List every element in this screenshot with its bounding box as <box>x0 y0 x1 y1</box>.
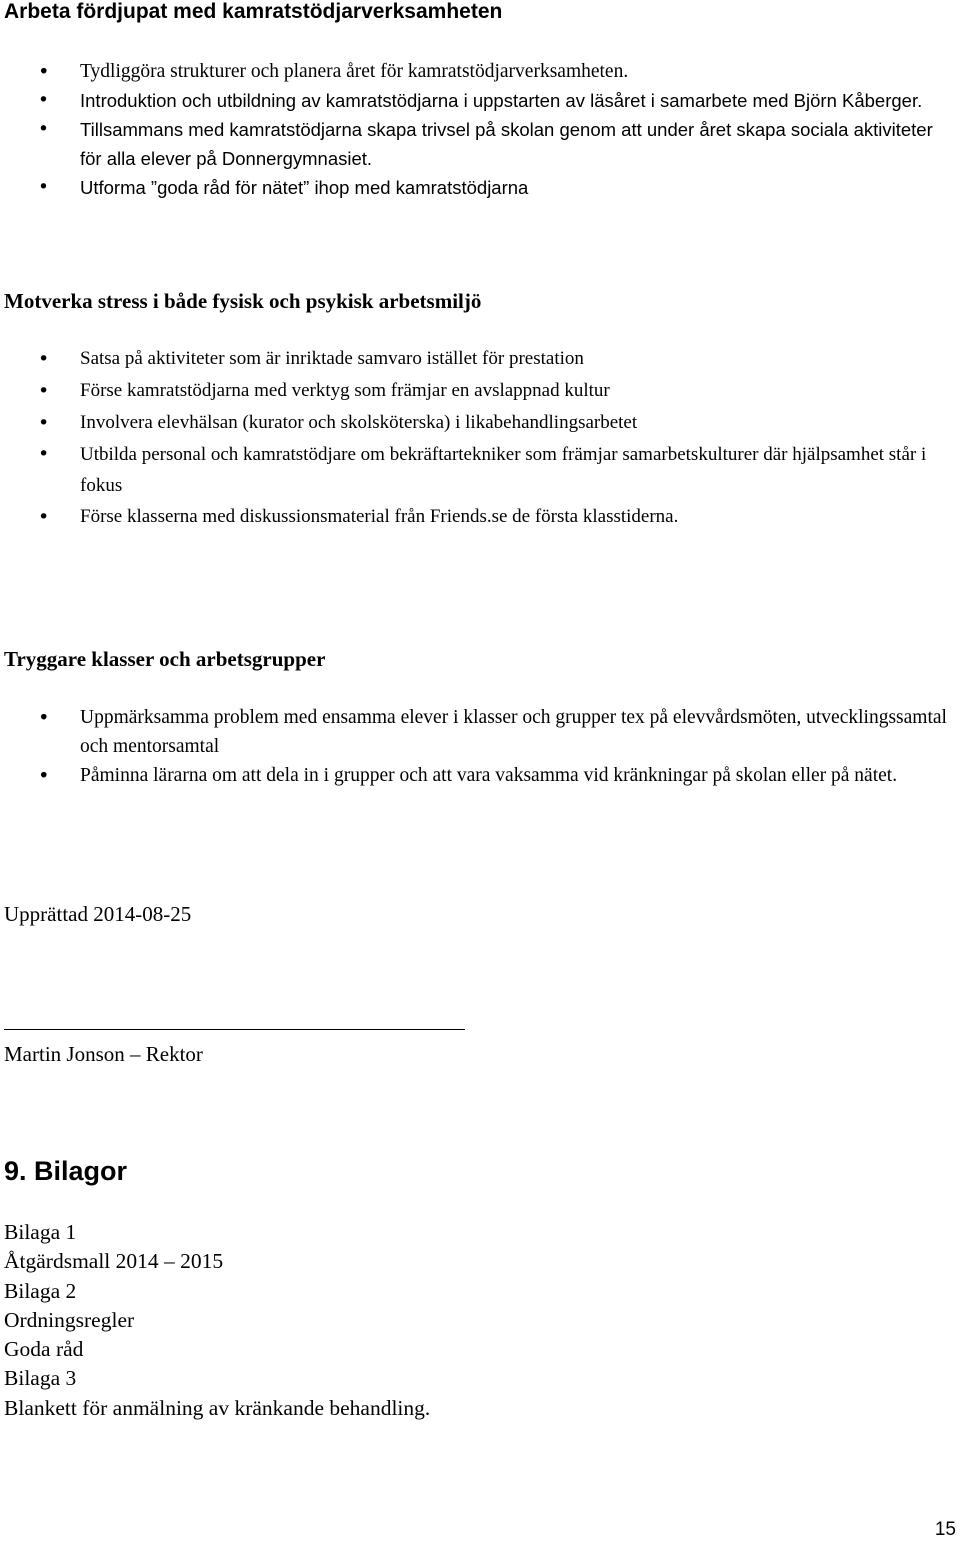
list-item: Ordningsregler <box>4 1307 135 1332</box>
page-number: 15 <box>934 1519 956 1540</box>
list-item: • Påminna lärarna om att dela in i grupper och att vara vaksamma vid kränkningar på skolan eller på nätet. <box>0 761 958 790</box>
signature-line <box>4 1029 465 1030</box>
stress-list <box>0 343 958 533</box>
list-item: Blankett för anmälning av kränkande behandling. <box>4 1395 431 1420</box>
list-item: Bilaga 3 <box>4 1366 77 1391</box>
section-heading-stress: Motverka stress i både fysisk och psykisk arbetsmiljö <box>4 289 482 313</box>
peer-support-list <box>0 57 958 202</box>
section-heading-peer-support: Arbeta fördjupat med kamratstödjarverksamheten <box>4 0 503 23</box>
list-item: • Utforma ”goda råd för nätet” ihop med kamratstödjarna <box>0 173 958 202</box>
list-item: • Förse kamratstödjarna med verktyg som främjar en avslappnad kultur <box>0 375 958 407</box>
list-item: Åtgärdsmall 2014 – 2015 <box>4 1249 224 1274</box>
signature-name: Martin Jonson – Rektor <box>4 1042 203 1066</box>
attachments-list <box>4 1218 430 1423</box>
list-item: • Satsa på aktiviteter som är inriktade samvaro istället för prestation <box>0 343 958 375</box>
section-heading-safer-classes: Tryggare klasser och arbetsgrupper <box>4 647 326 671</box>
list-item: • Introduktion och utbildning av kamratstödjarna i uppstarten av läsåret i samarbete med Björn Kåberger. <box>0 86 958 115</box>
list-item: • Involvera elevhälsan (kurator och skolsköterska) i likabehandlingsarbetet <box>0 407 958 439</box>
established-date: Upprättad 2014-08-25 <box>4 902 192 926</box>
list-item: Goda råd <box>4 1337 84 1362</box>
list-item: • Förse klasserna med diskussionsmaterial från Friends.se de första klasstiderna. <box>0 501 958 533</box>
list-item: • Tillsammans med kamratstödjarna skapa trivsel på skolan genom att under året skapa sociala aktiviteter för alla elever på Donnergymnasiet. <box>0 115 958 173</box>
list-item: Bilaga 1 <box>4 1220 77 1244</box>
list-item: Bilaga 2 <box>4 1278 77 1303</box>
list-item: • Uppmärksamma problem med ensamma elever i klasser och grupper tex på elevvårdsmöten, utvecklingssamtal och mentorsamtal <box>0 703 958 761</box>
attachments-heading: 9. Bilagor <box>4 1156 128 1186</box>
list-item: • Utbilda personal och kamratstödjare om bekräftartekniker som främjar samarbetskulturer där hjälpsamhet står i fokus <box>0 439 958 501</box>
safer-classes-list <box>0 703 958 790</box>
list-item: • Tydliggöra strukturer och planera året för kamratstödjarverksamheten. <box>0 57 958 86</box>
